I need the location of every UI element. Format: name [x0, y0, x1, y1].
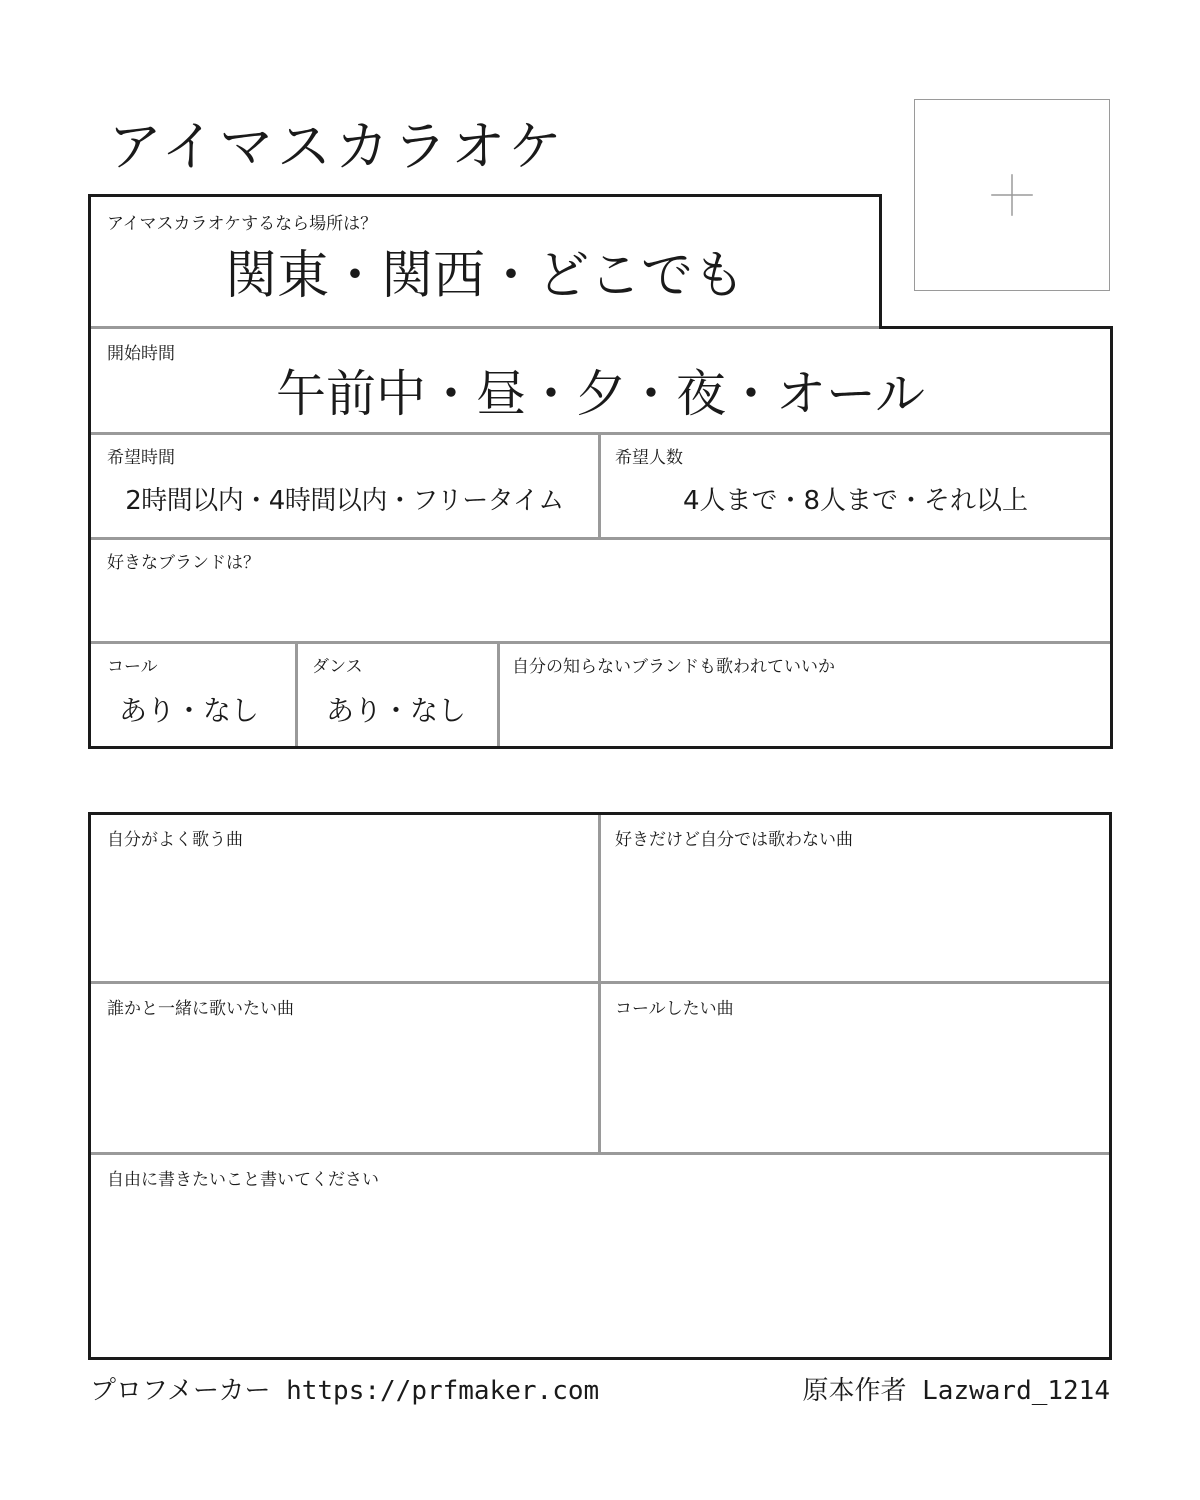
footer-author: 原本作者 Lazward_1214 — [802, 1376, 1110, 1406]
place-section — [91, 197, 879, 326]
start-time-section — [91, 329, 1110, 432]
like-not-sing-section[interactable] — [601, 815, 1109, 981]
desired-people-label: 希望人数 — [615, 448, 683, 468]
start-time-options[interactable]: 午前中・昼・夕・夜・オール — [276, 365, 925, 423]
want-call-label: コールしたい曲 — [615, 999, 734, 1019]
like-not-sing-label: 好きだけど自分では歌わない曲 — [615, 830, 853, 850]
call-section — [91, 644, 295, 746]
often-sing-label: 自分がよく歌う曲 — [107, 830, 243, 850]
page-title: アイマスカラオケ — [108, 115, 567, 178]
desired-time-section — [91, 435, 598, 537]
dance-label: ダンス — [312, 657, 363, 677]
place-options[interactable]: 関東・関西・どこでも — [224, 246, 745, 306]
free-text-label: 自由に書きたいこと書いてください — [107, 1170, 379, 1190]
call-options[interactable]: あり・なし — [118, 694, 259, 727]
desired-people-options[interactable]: 4人まで・8人まで・それ以上 — [682, 486, 1029, 516]
dance-options[interactable]: あり・なし — [325, 694, 466, 727]
often-sing-section[interactable] — [91, 815, 598, 981]
want-call-section[interactable] — [601, 984, 1109, 1152]
favorite-brand-section[interactable] — [91, 540, 1110, 641]
footer-credit-link[interactable]: プロフメーカー https://prfmaker.com — [90, 1376, 600, 1406]
sing-together-section[interactable] — [91, 984, 598, 1152]
unknown-brand-label: 自分の知らないブランドも歌われていいか — [512, 657, 835, 677]
sing-together-label: 誰かと一緒に歌いたい曲 — [107, 999, 294, 1019]
desired-time-options[interactable]: 2時間以内・4時間以内・フリータイム — [125, 486, 564, 516]
desired-time-label: 希望時間 — [107, 448, 175, 468]
free-text-section[interactable] — [91, 1155, 1109, 1357]
bottom-card — [88, 812, 1112, 1360]
unknown-brand-section[interactable] — [500, 644, 1110, 746]
call-label: コール — [107, 657, 158, 677]
desired-people-section — [601, 435, 1110, 537]
dance-section — [298, 644, 497, 746]
place-label: アイマスカラオケするなら場所は？ — [107, 214, 378, 234]
start-time-label: 開始時間 — [107, 344, 175, 364]
favorite-brand-label: 好きなブランドは？ — [107, 553, 260, 573]
